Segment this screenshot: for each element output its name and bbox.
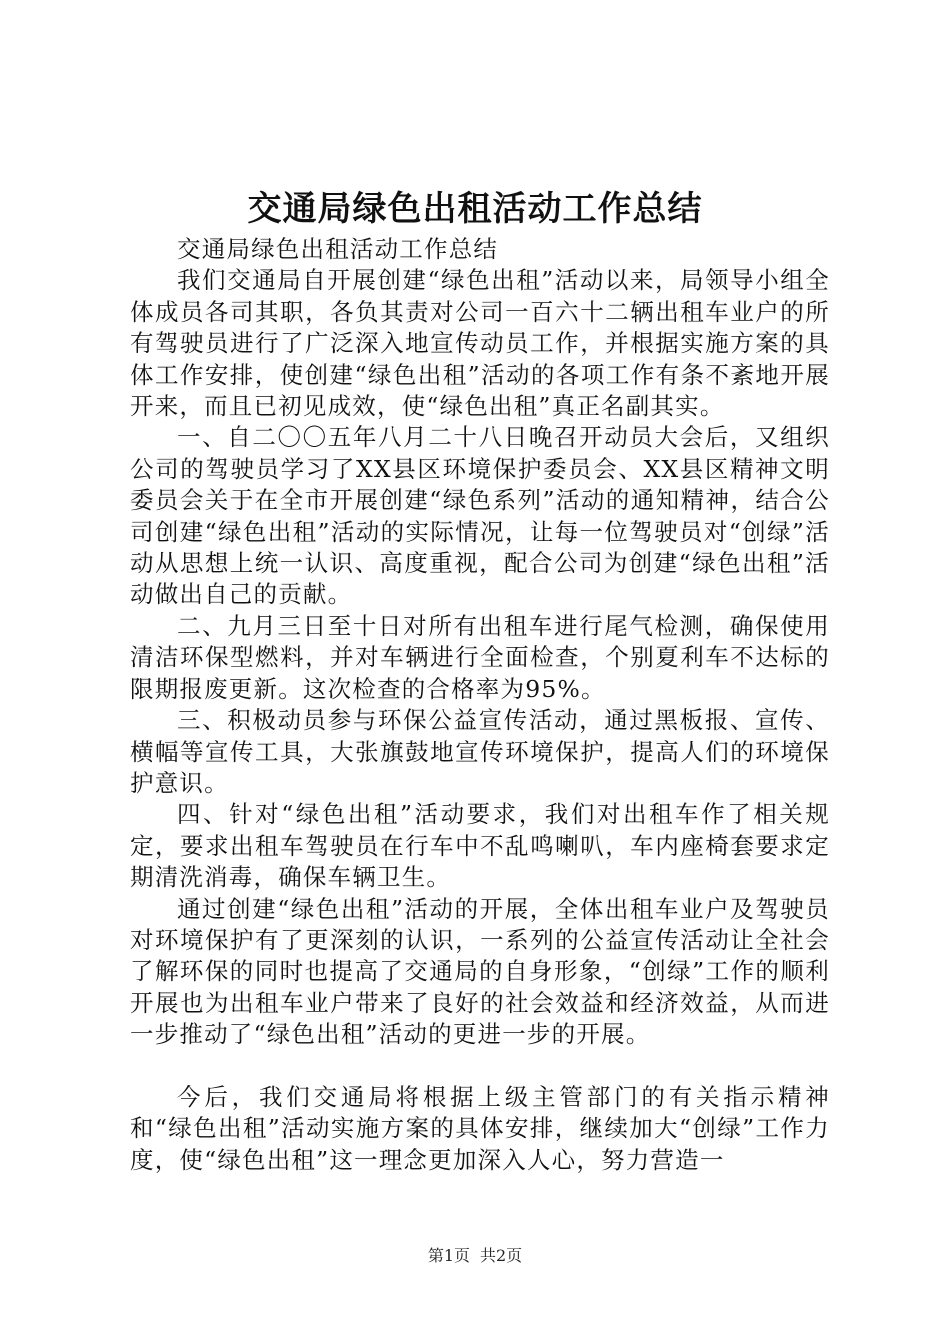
page-footer (0, 1246, 950, 1266)
document-title: 交通局绿色出租活动工作总结 (247, 189, 703, 229)
paragraph-item-1: 一、自二〇〇五年八月二十八日晚召开动员大会后，又组织公司的驾驶员学习了XX县区环境保护委员会、XX县区精神文明委员会关于在全市开展创建“绿色系列”活动的通知精神，结合公司创建“绿色出租”活动的实际情况，让每一位驾驶员对“创绿”活动从思想上统一认识、高度重视，配合公司为创建“绿色出租”活动做出自己的贡献。 (130, 423, 830, 609)
paragraph-subtitle: 交通局绿色出租活动工作总结 (177, 235, 499, 263)
paragraph-item-4: 四、针对“绿色出租”活动要求，我们对出租车作了相关规定，要求出租车驾驶员在行车中不乱鸣喇叭，车内座椅套要求定期清洗消毒，确保车辆卫生。 (130, 800, 830, 892)
page-total: 共2页 (480, 1246, 523, 1265)
paragraph-summary: 通过创建“绿色出租”活动的开展，全体出租车业户及驾驶员对环境保护有了更深刻的认识，一系列的公益宣传活动让全社会了解环保的同时也提高了交通局的自身形象，“创绿”工作的顺利开展也为出租车业户带来了良好的社会效益和经济效益，从而进一步推动了“绿色出租”活动的更进一步的开展。 (130, 894, 830, 1049)
paragraph-outlook: 今后，我们交通局将根据上级主管部门的有关指示精神和“绿色出租”活动实施方案的具体安排，继续加大“创绿”工作力度，使“绿色出租”这一理念更加深入人心，努力营造一 (130, 1082, 830, 1174)
paragraph-item-3: 三、积极动员参与环保公益宣传活动，通过黑板报、宣传、横幅等宣传工具，大张旗鼓地宣传环境保护，提高人们的环境保护意识。 (130, 706, 830, 797)
paragraph-intro: 我们交通局自开展创建“绿色出租”活动以来，局领导小组全体成员各司其职，各负其责对公司一百六十二辆出租车业户的所有驾驶员进行了广泛深入地宣传动员工作，并根据实施方案的具体工作安排，使创建“绿色出租”活动的各项工作有条不紊地开展开来，而且已初见成效，使“绿色出租”真正名副其实。 (130, 266, 830, 421)
page-number: 第1页 (427, 1246, 470, 1265)
paragraph-item-2: 二、九月三日至十日对所有出租车进行尾气检测，确保使用清洁环保型燃料，并对车辆进行全面检查，个别夏利车不达标的限期报废更新。这次检查的合格率为95%。 (130, 611, 830, 703)
document-body (130, 234, 830, 1176)
